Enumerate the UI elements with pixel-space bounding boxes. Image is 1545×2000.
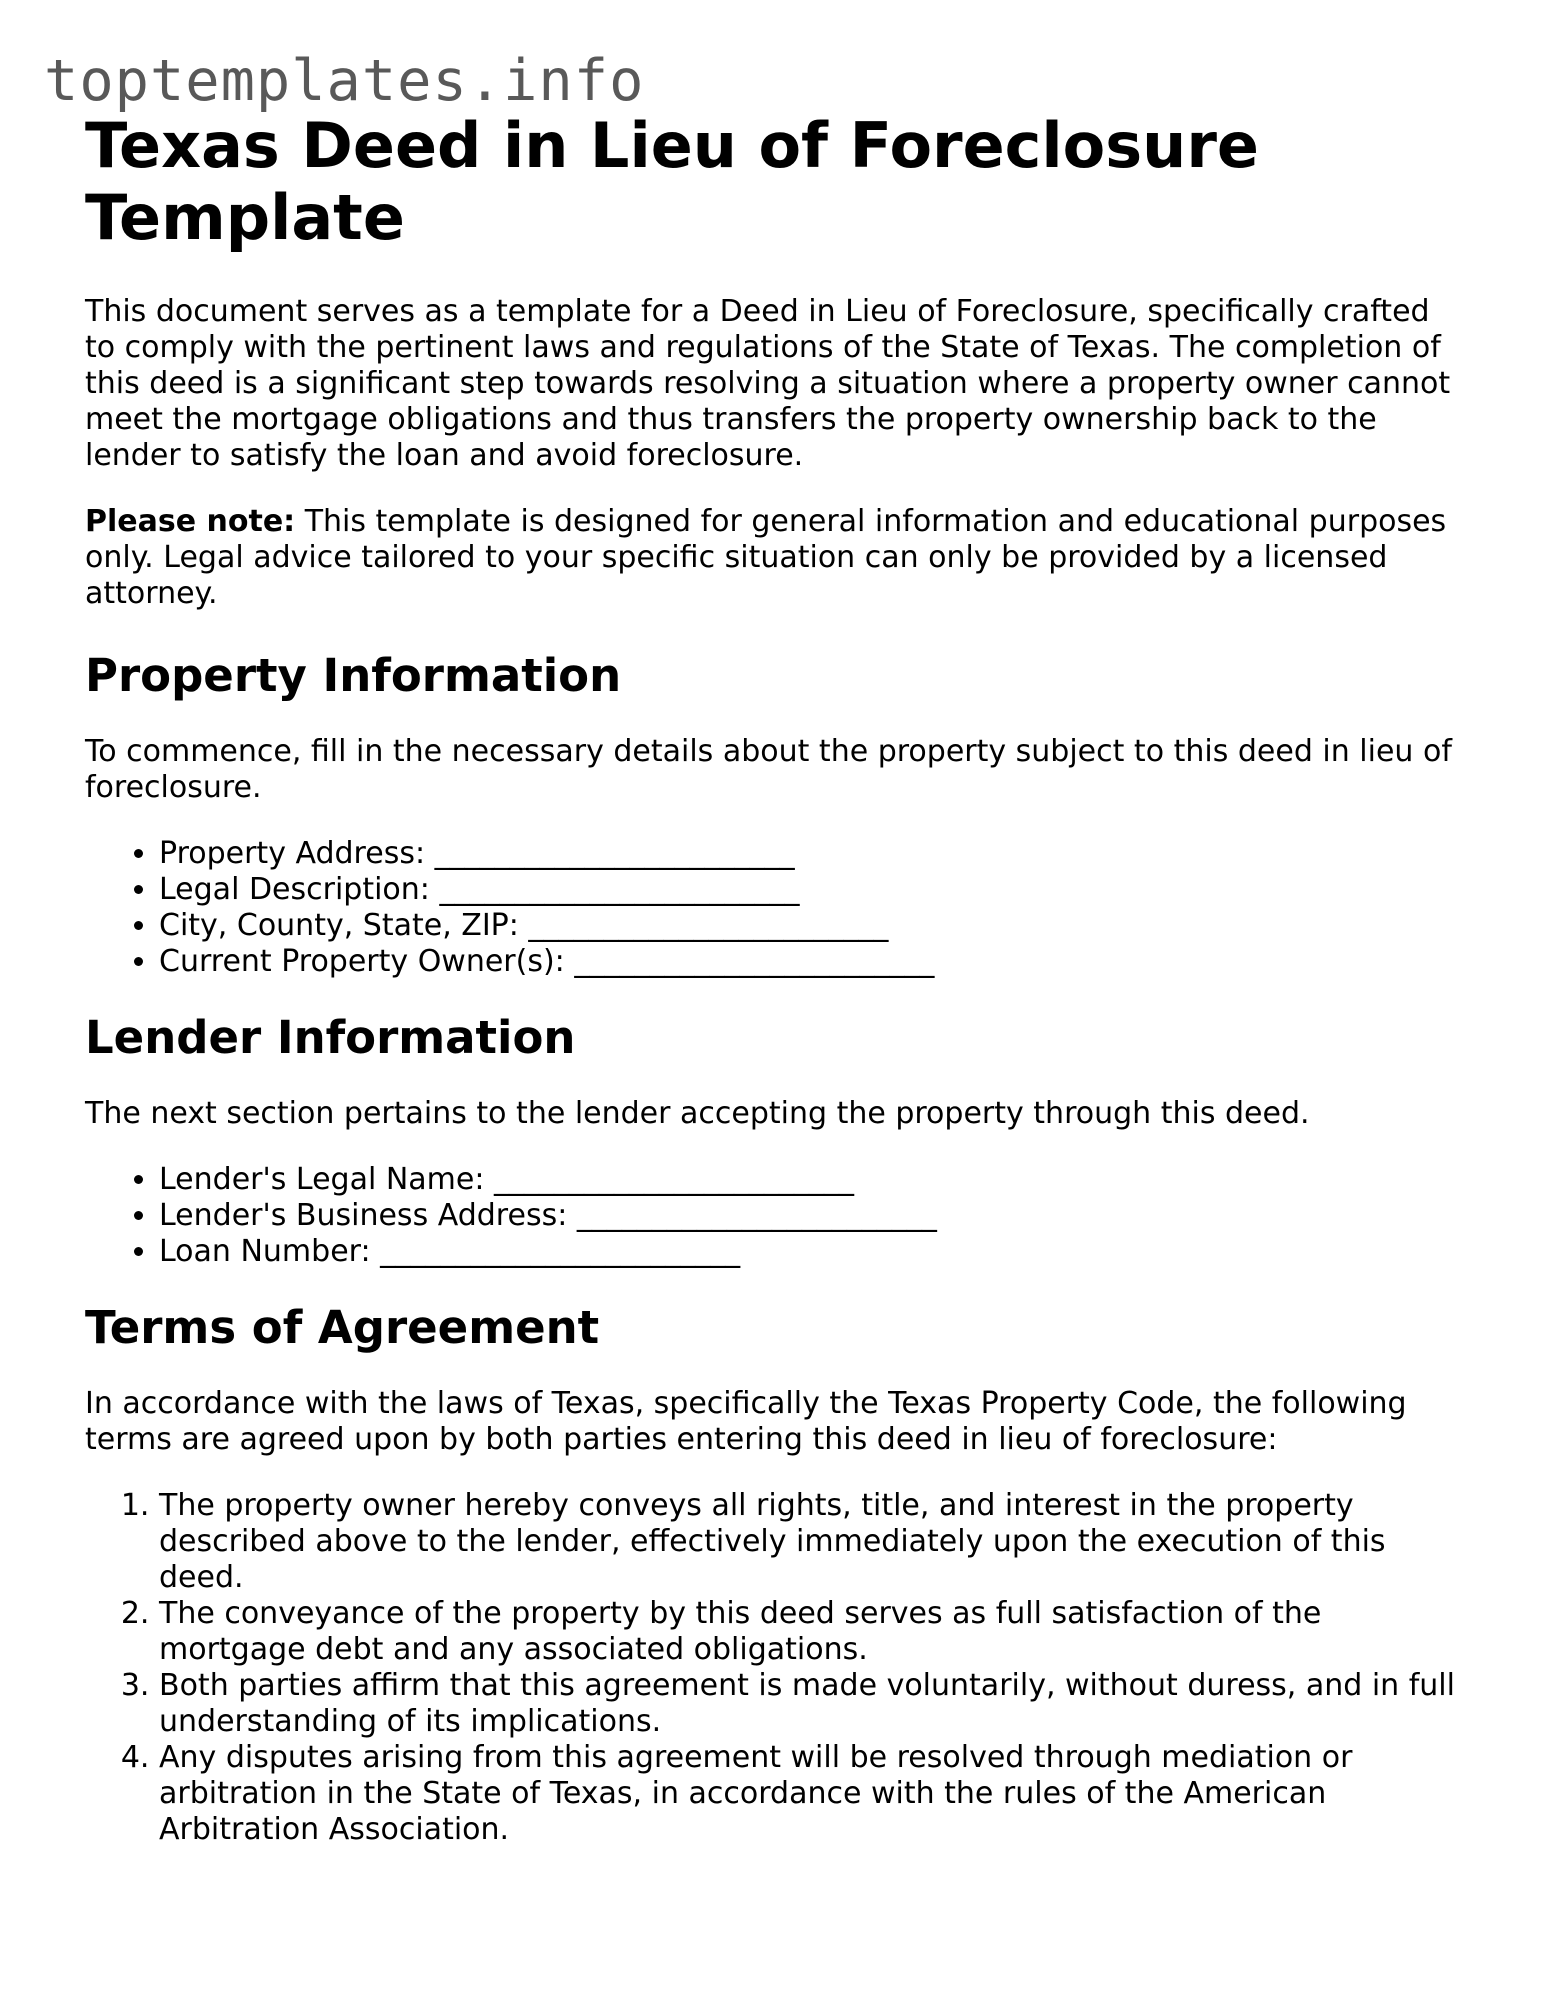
property-section-heading: Property Information xyxy=(85,649,622,702)
term-item: 3. Both parties affirm that this agreement is made voluntarily, without duress, and in full understanding of its implications. xyxy=(159,1668,1460,1740)
loan-number-field: • Loan Number: ________________________ xyxy=(159,1234,1460,1270)
document-body xyxy=(85,110,1460,1848)
terms-section-heading: Terms of Agreement xyxy=(85,1301,600,1354)
legal-description-field: • Legal Description: ________________________ xyxy=(159,872,1460,908)
lender-section-text: The next section pertains to the lender accepting the property through this deed. xyxy=(85,1096,1310,1131)
term-item: 2. The conveyance of the property by this deed serves as full satisfaction of the mortgage debt and any associated obligations. xyxy=(159,1596,1460,1668)
terms-list xyxy=(85,1488,1460,1848)
note-paragraph xyxy=(85,504,1460,612)
term-item: 4. Any disputes arising from this agreement will be resolved through mediation or arbitration in the State of Texas, in accordance with the rules of the American Arbitration Association. xyxy=(159,1740,1460,1848)
terms-section-text: In accordance with the laws of Texas, specifically the Texas Property Code, the following terms are agreed upon by both parties entering this deed in lieu of foreclosure: xyxy=(85,1386,1407,1457)
note-text: This template is designed for general information and educational purposes only. Legal advice tailored to your specific situation can only be provided by a licensed attorney. xyxy=(85,504,1447,611)
note-label: Please note: xyxy=(85,504,296,539)
page-title: Texas Deed in Lieu of Foreclosure Template xyxy=(85,109,1259,254)
lender-business-address-field: • Lender's Business Address: ________________________ xyxy=(159,1198,1460,1234)
city-county-state-zip-field: • City, County, State, ZIP: ________________________ xyxy=(159,908,1460,944)
term-item: 1. The property owner hereby conveys all rights, title, and interest in the property described above to the lender, effectively immediately upon the execution of this deed. xyxy=(159,1488,1460,1596)
lender-legal-name-field: • Lender's Legal Name: ________________________ xyxy=(159,1162,1460,1198)
lender-section-heading: Lender Information xyxy=(85,1011,576,1064)
lender-fields-list xyxy=(85,1162,1460,1270)
intro-paragraph: This document serves as a template for a Deed in Lieu of Foreclosure, specifically crafted to comply with the pertinent laws and regulations of the State of Texas. The completion of this deed is a significant step towards resolving a situation where a property owner cannot meet the mortgage obligations and thus transfers the property ownership back to the lender to satisfy the loan and avoid foreclosure. xyxy=(85,294,1451,473)
property-address-field: • Property Address: ________________________ xyxy=(159,836,1460,872)
current-owner-field: • Current Property Owner(s): ________________________ xyxy=(159,944,1460,980)
property-section-text: To commence, fill in the necessary details about the property subject to this deed in lieu of foreclosure. xyxy=(85,734,1452,805)
property-fields-list xyxy=(85,836,1460,980)
watermark: toptemplates.info xyxy=(44,48,645,114)
